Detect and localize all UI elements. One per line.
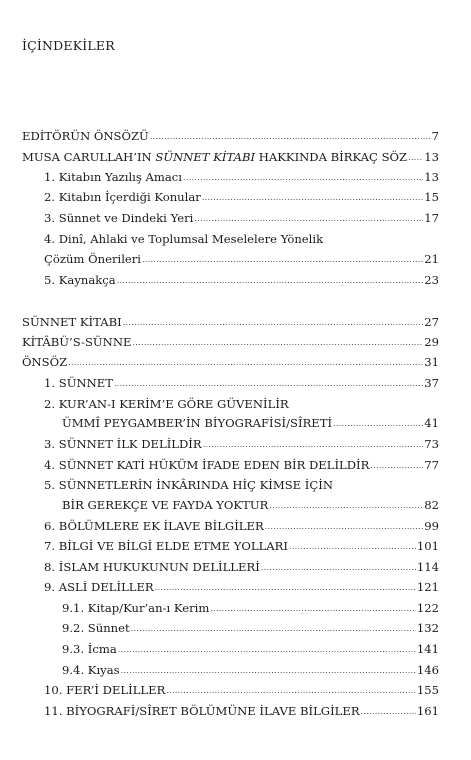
toc-entry[interactable] <box>44 560 439 576</box>
toc-entry[interactable] <box>62 663 439 679</box>
toc-entry-title: 3. Sünnet ve Dindeki Yeri <box>44 211 194 225</box>
dot-leader <box>132 336 423 350</box>
dot-leader <box>117 274 424 288</box>
toc-entry-title-line1[interactable]: 4. Dinî, Ahlaki ve Toplumsal Meselelere Yönelik <box>44 232 324 246</box>
toc-entry-page: 141 <box>416 642 439 656</box>
dot-leader <box>121 664 416 678</box>
toc-entry-page: 114 <box>416 560 439 574</box>
toc-entry-title: KİTÂBÜ’S-SÜNNE <box>22 335 132 349</box>
toc-entry-title: 5. Kaynakça <box>44 273 116 287</box>
toc-entry[interactable] <box>44 580 439 596</box>
toc-entry-page: 13 <box>424 150 439 164</box>
toc-entry[interactable] <box>44 252 439 268</box>
toc-entry-title: BİR GEREKÇE VE FAYDA YOKTUR <box>62 498 269 512</box>
toc-entry[interactable] <box>62 642 439 658</box>
toc-entry-title: EDİTÖRÜN ÖNSÖZÜ <box>22 129 149 143</box>
toc-entry-page: 146 <box>416 663 439 677</box>
dot-leader <box>265 520 424 534</box>
dot-leader <box>194 212 423 226</box>
toc-entry-title: 7. BİLGİ VE BİLGİ ELDE ETME YOLLARI <box>44 539 288 553</box>
toc-entry-title: 4. SÜNNET KATİ HÜKÜM İFADE EDEN BİR DELİLDİR <box>44 458 370 472</box>
title-part: HAKKINDA BİRKAÇ SÖZ <box>255 150 408 164</box>
toc-entry-title: 11. BİYOGRAFİ/SÎRET BÖLÜMÜNE İLAVE BİLGİLER <box>44 704 360 718</box>
toc-entry-title: 9.2. Sünnet <box>62 621 130 635</box>
toc-entry[interactable] <box>44 273 439 289</box>
toc-entry-page: 13 <box>424 170 439 184</box>
toc-entry-title: Çözüm Önerileri <box>44 252 142 266</box>
toc-entry-page: 37 <box>424 376 439 390</box>
toc-entry-page: 21 <box>424 252 439 266</box>
toc-entry-title-line1[interactable]: 2. KUR’AN-I KERİM’E GÖRE GÜVENİLİR <box>44 397 289 411</box>
toc-entry-title: 2. Kitabın İçerdiği Konular <box>44 190 201 204</box>
toc-entry[interactable] <box>44 437 439 453</box>
dot-leader <box>118 643 416 657</box>
toc-entry-title: 9.4. Kıyas <box>62 663 120 677</box>
title-italic-part: SÜNNET KİTABI <box>155 150 256 164</box>
toc-entry[interactable] <box>62 416 439 432</box>
toc-entry-title: 3. SÜNNET İLK DELİLDİR <box>44 437 202 451</box>
toc-entry-page: 7 <box>431 129 439 143</box>
dot-leader <box>203 438 424 452</box>
toc-entry[interactable] <box>44 683 439 699</box>
toc-entry[interactable] <box>44 190 439 206</box>
dot-leader <box>150 130 431 144</box>
toc-entry-title: SÜNNET KİTABI <box>22 315 122 329</box>
toc-entry-page: 132 <box>416 621 439 635</box>
toc-entry[interactable] <box>44 539 439 555</box>
toc-entry-title: ÜMMÎ PEYGAMBER’İN BİYOGRAFİSİ/SÎRETİ <box>62 416 333 430</box>
dot-leader <box>370 459 423 473</box>
toc-entry-page: 77 <box>424 458 439 472</box>
toc-entry-title <box>22 150 407 164</box>
toc-entry-page: 27 <box>424 315 439 329</box>
toc-entry[interactable] <box>22 315 439 331</box>
toc-entry[interactable] <box>44 211 439 227</box>
toc-entry-title: ÖNSÖZ <box>22 355 68 369</box>
toc-entry-page: 121 <box>416 580 439 594</box>
toc-entry[interactable] <box>22 150 439 166</box>
toc-entry[interactable] <box>44 458 439 474</box>
toc-entry-page: 101 <box>416 539 439 553</box>
dot-leader <box>289 540 416 554</box>
toc-entry-title: 6. BÖLÜMLERE EK İLAVE BİLGİLER <box>44 519 264 533</box>
toc-entry-page: 17 <box>424 211 439 225</box>
toc-entry-title: 10. FER’İ DELİLLER <box>44 683 166 697</box>
toc-entry-page: 122 <box>416 601 439 615</box>
toc-entry-page: 99 <box>424 519 439 533</box>
toc-entry[interactable] <box>22 355 439 371</box>
toc-entry-page: 23 <box>424 273 439 287</box>
dot-leader <box>261 561 416 575</box>
dot-leader <box>333 417 423 431</box>
toc-entry-page: 155 <box>416 683 439 697</box>
toc-entry[interactable] <box>22 129 439 145</box>
dot-leader <box>123 316 424 330</box>
toc-entry[interactable] <box>44 170 439 186</box>
toc-entry[interactable] <box>44 519 439 535</box>
dot-leader <box>361 705 416 719</box>
dot-leader <box>408 151 423 165</box>
dot-leader <box>210 602 416 616</box>
toc-entry[interactable] <box>62 601 439 617</box>
toc-entry-title: 9.3. İcma <box>62 642 117 656</box>
dot-leader <box>68 356 423 370</box>
toc-entry[interactable] <box>62 498 439 514</box>
toc-entry-title: 9.1. Kitap/Kur’an-ı Kerim <box>62 601 210 615</box>
toc-entry-page: 31 <box>424 355 439 369</box>
dot-leader <box>155 581 416 595</box>
dot-leader <box>142 253 423 267</box>
toc-entry[interactable] <box>44 704 439 720</box>
toc-entry[interactable] <box>22 335 439 351</box>
toc-entry[interactable] <box>44 376 439 392</box>
dot-leader <box>114 377 423 391</box>
toc-entry-title: 1. Kitabın Yazılış Amacı <box>44 170 182 184</box>
dot-leader <box>269 499 423 513</box>
toc-entry-page: 29 <box>424 335 439 349</box>
toc-entry-title: 8. İSLAM HUKUKUNUN DELİLLERİ <box>44 560 260 574</box>
toc-entry[interactable] <box>62 621 439 637</box>
toc-entry-title: 9. ASLİ DELİLLER <box>44 580 154 594</box>
dot-leader <box>202 191 423 205</box>
title-part: MUSA CARULLAH’IN <box>22 150 156 164</box>
toc-entry-title-line1[interactable]: 5. SÜNNETLERİN İNKÂRINDA HİÇ KİMSE İÇİN <box>44 478 333 492</box>
dot-leader <box>183 171 423 185</box>
page-title: İÇİNDEKİLER <box>22 38 115 53</box>
dot-leader <box>166 684 416 698</box>
toc-entry-page: 15 <box>424 190 439 204</box>
toc-entry-page: 73 <box>424 437 439 451</box>
toc-entry-title: 1. SÜNNET <box>44 376 113 390</box>
toc-entry-page: 82 <box>424 498 439 512</box>
toc-entry-page: 161 <box>416 704 439 718</box>
toc-entry-page: 41 <box>424 416 439 430</box>
dot-leader <box>131 622 416 636</box>
